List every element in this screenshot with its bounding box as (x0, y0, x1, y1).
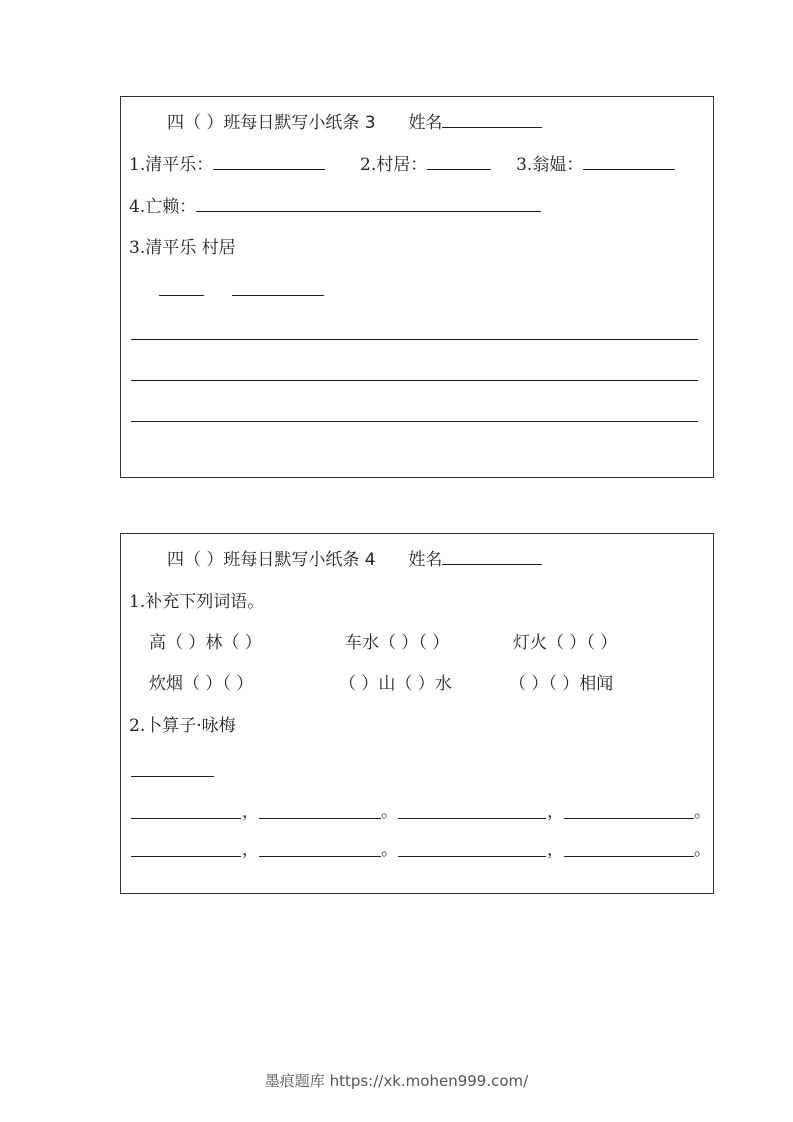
slip-4-comma-2: ， (547, 802, 564, 822)
slip-4-word-1: 高（ ）林（ ） (149, 633, 262, 653)
slip-3-q3: 3.翁媪： (516, 155, 584, 175)
slip-3-title (167, 113, 542, 133)
slip-4-word-5: （ ）山（ ）水 (339, 674, 452, 694)
slip-4-comma-3: ， (242, 840, 259, 860)
slip-4-name-label: 姓名 (408, 550, 443, 570)
slip-4-comma-4: ， (547, 840, 564, 860)
slip-3-q2: 2.村居： (360, 155, 428, 175)
slip-3-blank-short-1[interactable] (159, 295, 204, 296)
slip-3-answer-line-2[interactable] (131, 380, 698, 381)
slip-4-period-2: 。 (694, 802, 711, 822)
slip-4-name-blank[interactable] (442, 550, 542, 565)
slip-4-q1: 1.补充下列词语。 (129, 592, 265, 612)
slip-4-blank-1[interactable] (131, 818, 241, 819)
slip-3-q1-blank[interactable] (213, 155, 325, 170)
dictation-slip-4 (120, 533, 714, 894)
slip-3-line-2 (129, 197, 541, 217)
slip-3-q1: 1.清平乐： (129, 155, 214, 175)
slip-4-word-6: （ ）（ ）相闻 (509, 674, 614, 694)
dictation-slip-3 (120, 96, 714, 478)
slip-3-line-1 (129, 155, 675, 175)
slip-4-blank-3[interactable] (398, 818, 546, 819)
slip-4-blank-5[interactable] (131, 856, 241, 857)
slip-4-blank-2[interactable] (259, 818, 381, 819)
slip-3-q2-blank[interactable] (427, 155, 491, 170)
slip-4-word-2: 车水（ ）（ ） (345, 633, 450, 653)
slip-4-period-1: 。 (381, 802, 398, 822)
slip-4-comma-1: ， (242, 802, 259, 822)
slip-3-name-label: 姓名 (408, 113, 443, 133)
slip-4-period-3: 。 (381, 840, 398, 860)
slip-3-q4-blank[interactable] (196, 197, 541, 212)
slip-3-poem-heading: 3.清平乐 村居 (129, 238, 236, 258)
slip-4-blank-4[interactable] (564, 818, 694, 819)
slip-3-blank-short-2[interactable] (232, 295, 324, 296)
slip-4-word-3: 灯火（ ）（ ） (513, 633, 618, 653)
footer-watermark: 墨痕题库 https://xk.mohen999.com/ (264, 1072, 529, 1090)
slip-3-q4: 4.亡赖： (129, 197, 197, 217)
slip-4-word-4: 炊烟（ ）（ ） (149, 674, 254, 694)
slip-4-blank-7[interactable] (398, 856, 546, 857)
slip-4-blank-8[interactable] (564, 856, 694, 857)
slip-4-title (167, 550, 542, 570)
slip-3-answer-line-1[interactable] (131, 339, 698, 340)
slip-4-title-blank[interactable] (131, 776, 214, 777)
slip-3-answer-line-3[interactable] (131, 421, 698, 422)
slip-3-name-blank[interactable] (442, 113, 542, 128)
slip-4-blank-6[interactable] (259, 856, 381, 857)
slip-3-q3-blank[interactable] (583, 155, 675, 170)
slip-4-title-text: 四（ ）班每日默写小纸条 4 (167, 550, 376, 570)
slip-4-q2: 2.卜算子·咏梅 (129, 716, 236, 736)
slip-3-title-text: 四（ ）班每日默写小纸条 3 (167, 113, 376, 133)
slip-4-period-4: 。 (694, 840, 711, 860)
